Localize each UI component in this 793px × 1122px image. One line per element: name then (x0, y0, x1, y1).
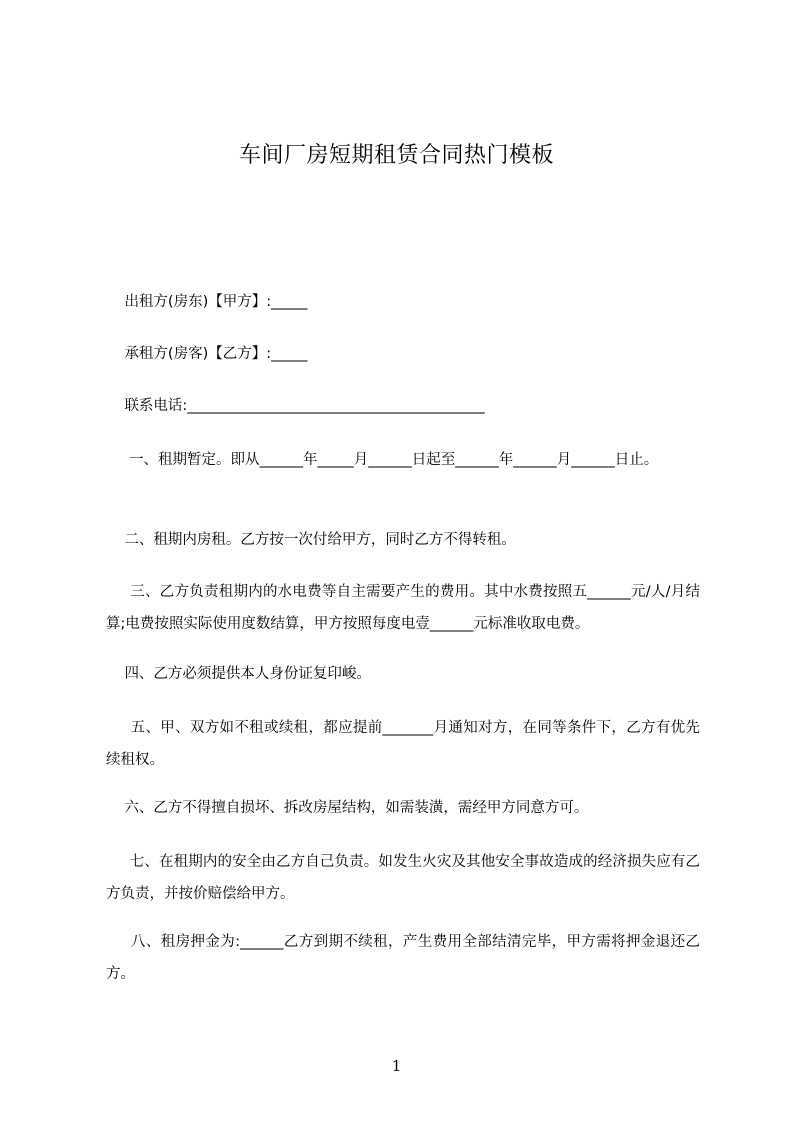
paragraph-clause-1: 一、租期暂定。即从______年_____月______日起至______年______月______日止。 (106, 452, 659, 468)
page-number: 1 (391, 1057, 402, 1075)
paragraph-lessee: 承租方(房客)【乙方】:_____ (106, 346, 308, 362)
paragraph-clause-2: 二、租期内房租。乙方按一次付给甲方，同时乙方不得转租。 (106, 532, 516, 548)
paragraph-clause-5: 五、甲、双方如不租或续租，都应提前_______月通知对方，在同等条件下，乙方有优先续租权。 (106, 720, 701, 768)
paragraph-clause-8: 八、租房押金为:______乙方到期不续租，产生费用全部结清完毕，甲方需将押金退还乙方。 (106, 934, 700, 982)
paragraph-clause-6: 六、乙方不得擅自损坏、拆改房屋结构，如需装潢，需经甲方同意方可。 (106, 800, 589, 816)
paragraph-lessor: 出租方(房东)【甲方】:_____ (106, 294, 308, 310)
paragraph-phone: 联系电话:_________________________________________ (106, 398, 485, 414)
paragraph-clause-4: 四、乙方必须提供本人身份证复印峻。 (106, 666, 371, 682)
document-title: 车间厂房短期租赁合同热门模板 (238, 143, 554, 168)
paragraph-clause-7: 七、在租期内的安全由乙方自己负责。如发生火灾及其他安全事故造成的经济损失应有乙方负责，并按价赔偿给甲方。 (106, 854, 701, 902)
paragraph-clause-3: 三、乙方负责租期内的水电费等自主需要产生的费用。其中水费按照五______元/人/月结算;电费按照实际使用度数结算，甲方按照每度电壹______元标准收取电费。 (106, 584, 700, 632)
